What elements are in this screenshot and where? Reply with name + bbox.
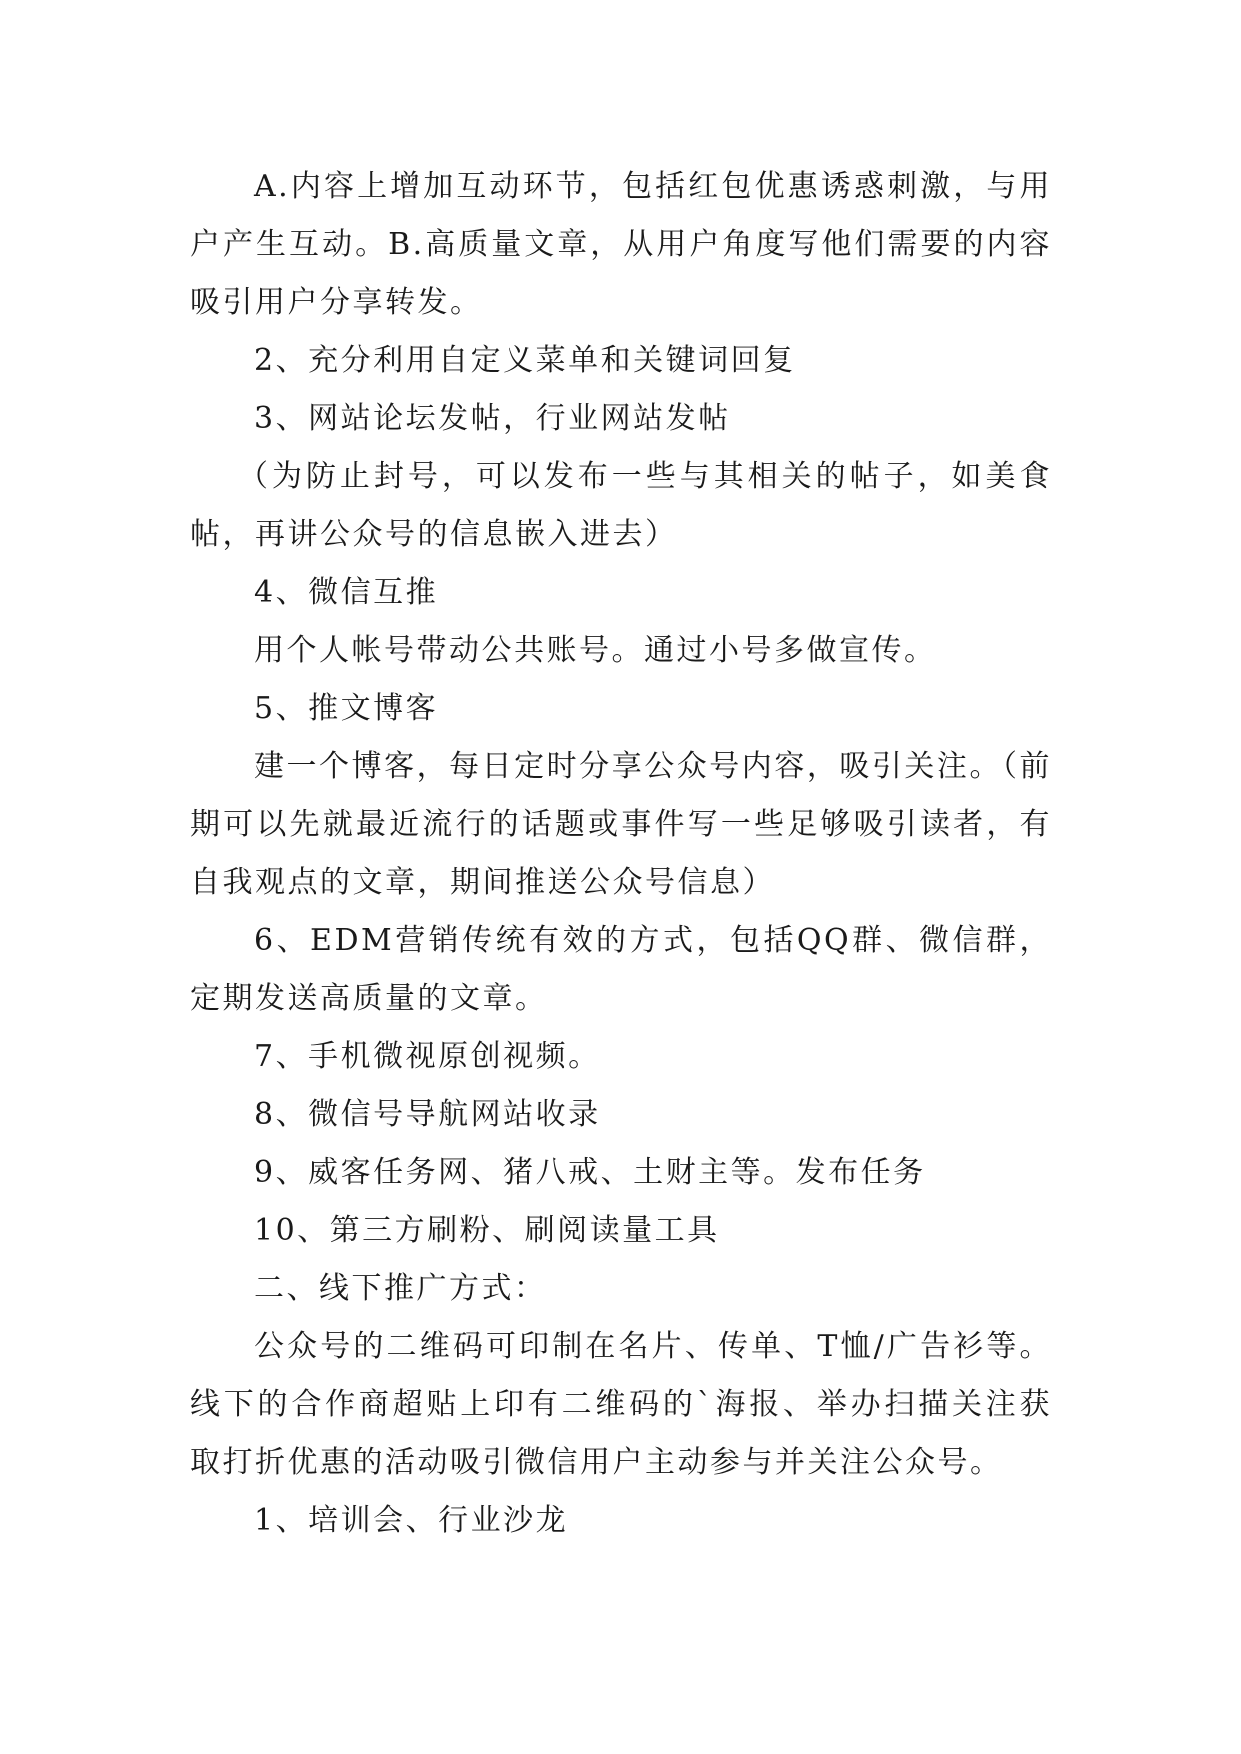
paragraph-training-salon: 1、培训会、行业沙龙 (254, 1503, 569, 1538)
section-heading-offline: 二、线下推广方式： (254, 1271, 547, 1306)
paragraph-blog-heading: 5、推文博客 (254, 691, 439, 726)
paragraph-forum-note: （为防止封号，可以发布一些与其相关的帖子，如美食帖，再讲公众号的信息嵌入进去） (190, 459, 1052, 552)
document-body (190, 158, 1052, 1550)
paragraph-forum-posting: 3、网站论坛发帖，行业网站发帖 (254, 401, 731, 436)
paragraph-wechat-mutual: 4、微信互推 (254, 575, 439, 610)
paragraph-edm: 6、EDM营销传统有效的方式，包括QQ群、微信群，定期发送高质量的文章。 (190, 923, 1052, 1016)
paragraph-menu-keywords: 2、充分利用自定义菜单和关键词回复 (254, 343, 796, 378)
paragraph-navigation-sites: 8、微信号导航网站收录 (254, 1097, 601, 1132)
paragraph-task-sites: 9、威客任务网、猪八戒、土财主等。发布任务 (254, 1155, 926, 1190)
paragraph-offline-qrcode: 公众号的二维码可印制在名片、传单、T恤/广告衫等。线下的合作商超贴上印有二维码的`海报、举办扫描关注获取打折优惠的活动吸引微信用户主动参与并关注公众号。 (190, 1329, 1052, 1480)
paragraph-video: 7、手机微视原创视频。 (254, 1039, 601, 1074)
paragraph-blog-detail: 建一个博客，每日定时分享公众号内容，吸引关注。（前期可以先就最近流行的话题或事件写一些足够吸引读者，有自我观点的文章，期间推送公众号信息） (190, 749, 1052, 900)
paragraph-third-party-tools: 10、第三方刷粉、刷阅读量工具 (254, 1213, 720, 1248)
paragraph-interaction: A.内容上增加互动环节，包括红包优惠诱惑刺激，与用户产生互动。B.高质量文章，从用户角度写他们需要的内容吸引用户分享转发。 (190, 169, 1052, 320)
paragraph-personal-account: 用个人帐号带动公共账号。通过小号多做宣传。 (254, 633, 937, 668)
